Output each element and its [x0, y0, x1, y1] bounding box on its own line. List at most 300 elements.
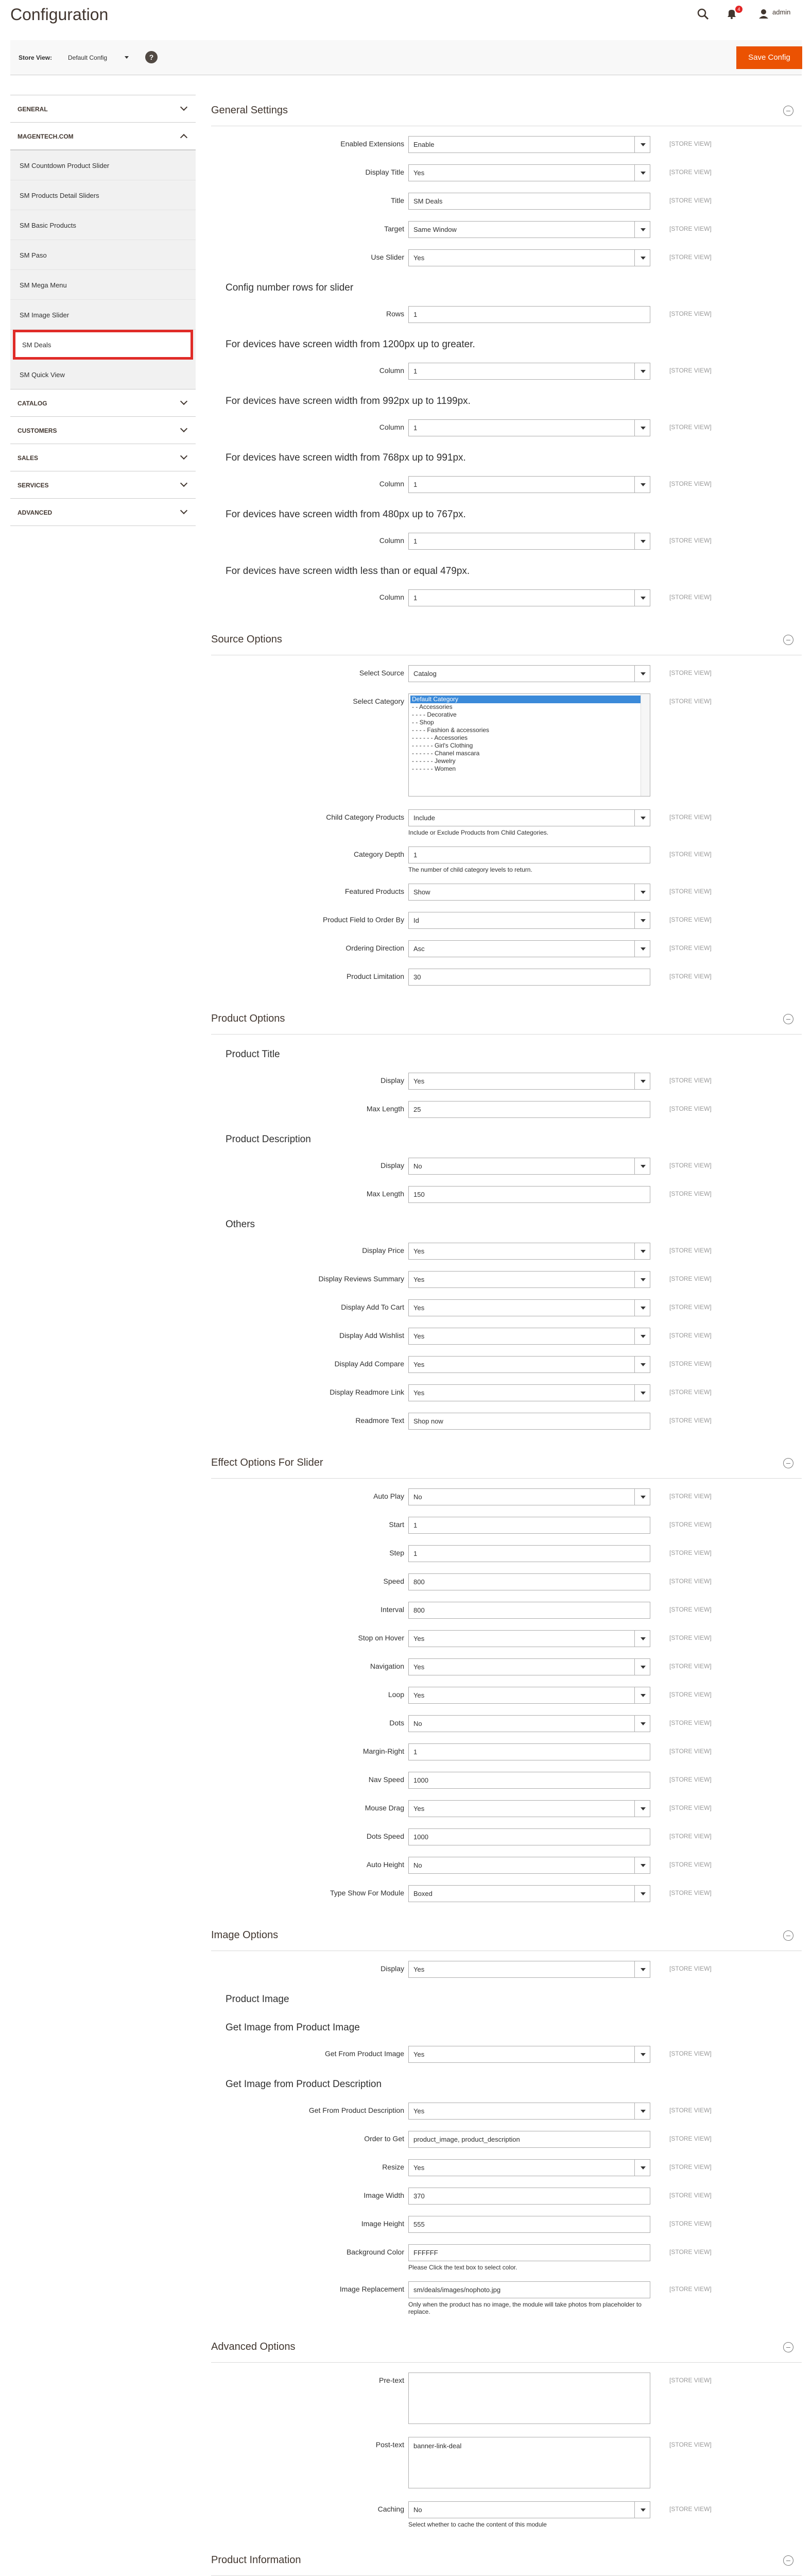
collapse-icon[interactable]: [783, 2342, 793, 2352]
caret-down-icon[interactable]: [634, 1961, 650, 1977]
sidebar-section-advanced[interactable]: [10, 498, 196, 526]
scope-label: [STORE VIEW]: [669, 1077, 712, 1084]
text-input[interactable]: [408, 2372, 650, 2424]
field-value: Yes: [413, 1332, 425, 1340]
config-row: [211, 2157, 802, 2185]
config-row: [211, 1684, 802, 1713]
text-input[interactable]: [408, 1828, 650, 1845]
scope-label: [STORE VIEW]: [669, 1549, 712, 1556]
select-field[interactable]: [408, 2046, 650, 2063]
user-icon[interactable]: [757, 7, 770, 21]
field-value: Yes: [413, 1965, 425, 1973]
scope-label: [STORE VIEW]: [669, 1247, 712, 1254]
collapse-icon[interactable]: [783, 2555, 793, 2566]
select-field[interactable]: [408, 164, 650, 181]
scope-label: [STORE VIEW]: [669, 1965, 712, 1972]
field-label: Product Limitation: [346, 972, 404, 980]
field-label: Column: [379, 366, 404, 375]
field-note: The number of child category levels to return.: [408, 866, 532, 873]
product-options-title: Product Options: [211, 1013, 285, 1024]
collapse-icon[interactable]: [783, 1458, 793, 1468]
field-value: Shop now: [413, 1417, 443, 1425]
product-h-title-heading: Product Title: [226, 1049, 280, 1060]
scope-label: [STORE VIEW]: [669, 253, 712, 261]
product-information-header[interactable]: [211, 2545, 802, 2576]
caret-down-icon[interactable]: [634, 477, 650, 493]
caret-down-icon[interactable]: [634, 1857, 650, 1873]
field-value: 1: [413, 424, 418, 432]
config-row: [211, 190, 802, 218]
group-heading: [211, 558, 802, 587]
product-options-header[interactable]: [211, 1004, 802, 1035]
select-field[interactable]: [408, 1800, 650, 1817]
field-value: No: [413, 1861, 422, 1869]
field-label: Display Price: [362, 1246, 404, 1255]
field-label: Select Category: [353, 697, 404, 705]
caret-down-icon[interactable]: [634, 666, 650, 682]
collapse-icon[interactable]: [783, 1014, 793, 1024]
config-row: [211, 881, 802, 909]
field-label: Speed: [383, 1577, 404, 1585]
caret-down-icon[interactable]: [634, 2103, 650, 2119]
scope-label: [STORE VIEW]: [669, 2505, 712, 2513]
field-value: Yes: [413, 254, 425, 262]
scope-label: [STORE VIEW]: [669, 225, 712, 232]
sidebar-item-sm-deals[interactable]: [13, 330, 193, 360]
caret-down-icon[interactable]: [634, 222, 650, 238]
caret-down-icon[interactable]: [634, 1300, 650, 1316]
field-label: Order to Get: [364, 2134, 404, 2143]
caret-down-icon[interactable]: [634, 250, 650, 266]
text-input[interactable]: [408, 1186, 650, 1203]
text-input[interactable]: [408, 1602, 650, 1619]
general-h-rows-heading: Config number rows for slider: [226, 282, 354, 293]
field-value: Yes: [413, 1389, 425, 1397]
category-option[interactable]: - - - - - - Accessories: [412, 734, 468, 741]
field-label: Auto Height: [366, 1860, 404, 1869]
sidebar-item-image-slider[interactable]: [10, 300, 196, 330]
config-row: [211, 2185, 802, 2213]
field-value: Id: [413, 917, 419, 924]
field-value: 1: [413, 481, 418, 488]
select-field[interactable]: [408, 1271, 650, 1288]
field-value: 1: [413, 367, 418, 375]
field-label: Display Readmore Link: [330, 1388, 404, 1396]
select-field[interactable]: [408, 363, 650, 380]
scope-label: [STORE VIEW]: [669, 1303, 712, 1311]
field-value: SM Deals: [413, 197, 443, 205]
select-field[interactable]: [408, 1885, 650, 1902]
text-input[interactable]: [408, 2131, 650, 2148]
config-row: [211, 247, 802, 275]
section-body: [211, 1951, 802, 2332]
field-value: 25: [413, 1106, 421, 1113]
scope-label: [STORE VIEW]: [669, 944, 712, 952]
field-label: Target: [384, 225, 404, 233]
sidebar-section-customers[interactable]: [10, 416, 196, 444]
config-row: [211, 2370, 802, 2434]
caret-down-icon[interactable]: [634, 884, 650, 900]
caret-down-icon[interactable]: [634, 1716, 650, 1732]
caret-down-icon[interactable]: [634, 1659, 650, 1675]
caret-down-icon[interactable]: [125, 56, 129, 59]
sidebar-item-basic-products[interactable]: [10, 210, 196, 240]
sidebar-section-label: MAGENTECH.COM: [18, 133, 74, 140]
source-options-title: Source Options: [211, 634, 282, 645]
config-main-panel: [211, 95, 802, 2576]
field-label: Column: [379, 593, 404, 601]
config-row: [211, 162, 802, 190]
sidebar-item-quick-view[interactable]: [10, 360, 196, 389]
sidebar-item-label: SM Image Slider: [20, 311, 70, 319]
config-row: [211, 473, 802, 502]
sidebar-item-paso[interactable]: [10, 240, 196, 270]
caret-down-icon[interactable]: [634, 363, 650, 379]
field-value: 1000: [413, 1833, 428, 1841]
config-row: [211, 1628, 802, 1656]
caret-down-icon[interactable]: [634, 1385, 650, 1401]
select-field[interactable]: [408, 665, 650, 682]
sidebar-section-label: ADVANCED: [18, 509, 53, 516]
store-view-switcher[interactable]: Default Config: [68, 54, 108, 61]
scope-label: [STORE VIEW]: [669, 1606, 712, 1613]
select-field[interactable]: [408, 249, 650, 266]
scope-label: [STORE VIEW]: [669, 2441, 712, 2448]
scope-label: [STORE VIEW]: [669, 423, 712, 431]
category-option[interactable]: Default Category: [410, 696, 648, 703]
caret-down-icon[interactable]: [634, 1158, 650, 1174]
text-input[interactable]: [408, 2437, 650, 2488]
field-value: Yes: [413, 1077, 425, 1085]
config-row: [211, 1798, 802, 1826]
caret-down-icon[interactable]: [634, 1687, 650, 1703]
category-option[interactable]: - - Accessories: [412, 703, 453, 710]
image-options-section: [211, 1920, 802, 2332]
scope-label: [STORE VIEW]: [669, 1776, 712, 1783]
field-value: 370: [413, 2192, 425, 2200]
sidebar-section-magentech[interactable]: [10, 122, 196, 150]
group-heading: [211, 275, 802, 303]
section-body: [211, 655, 802, 1004]
scope-label: [STORE VIEW]: [669, 2248, 712, 2256]
caret-down-icon[interactable]: [634, 1272, 650, 1287]
product-h-others-heading: Others: [226, 1219, 255, 1230]
config-row: [211, 691, 802, 807]
select-field[interactable]: [408, 1857, 650, 1874]
config-row: [211, 663, 802, 691]
text-input[interactable]: [408, 2216, 650, 2233]
field-value: 1: [413, 1550, 418, 1557]
field-value: Yes: [413, 1691, 425, 1699]
select-field[interactable]: [408, 1658, 650, 1675]
caret-down-icon[interactable]: [634, 137, 650, 152]
caret-down-icon[interactable]: [634, 2046, 650, 2062]
field-value: 1: [413, 1748, 418, 1756]
text-input[interactable]: [408, 846, 650, 863]
select-field[interactable]: [408, 221, 650, 238]
field-label: Category Depth: [353, 850, 404, 858]
config-row: [211, 2100, 802, 2128]
general-settings-header[interactable]: [211, 95, 802, 126]
effect-options-header[interactable]: [211, 1448, 802, 1479]
caret-down-icon[interactable]: [634, 590, 650, 606]
field-value: 1: [413, 537, 418, 545]
config-row: [211, 1268, 802, 1297]
image-options-title: Image Options: [211, 1929, 279, 1941]
scope-label: [STORE VIEW]: [669, 669, 712, 676]
text-input[interactable]: [408, 969, 650, 986]
collapse-icon[interactable]: [783, 635, 793, 645]
field-label: Dots Speed: [366, 1832, 404, 1840]
group-heading: [211, 388, 802, 417]
field-value: Yes: [413, 1663, 425, 1671]
caret-down-icon[interactable]: [634, 420, 650, 436]
sidebar-item-label: SM Deals: [22, 341, 51, 349]
section-body: [211, 126, 802, 624]
scope-label: [STORE VIEW]: [669, 1493, 712, 1500]
sidebar-item-label: SM Basic Products: [20, 222, 76, 229]
collapse-icon[interactable]: [783, 1930, 793, 1941]
config-row: [211, 1486, 802, 1514]
config-row: [211, 966, 802, 994]
collapse-icon[interactable]: [783, 106, 793, 116]
caret-down-icon[interactable]: [634, 1886, 650, 1902]
sidebar-section-catalog[interactable]: [10, 389, 196, 417]
general-devices-2-heading: For devices have screen width from 768px up to 991px.: [226, 452, 466, 463]
field-label: Caching: [377, 2505, 404, 2513]
field-value: Yes: [413, 2164, 425, 2172]
help-icon[interactable]: ?: [145, 51, 158, 63]
caret-down-icon[interactable]: [634, 810, 650, 826]
sidebar-item-countdown[interactable]: [10, 150, 196, 180]
field-label: Resize: [382, 2163, 404, 2171]
advanced-options-section: [211, 2332, 802, 2545]
caret-down-icon[interactable]: [634, 165, 650, 181]
category-option[interactable]: - - - - - - Girl's Clothing: [412, 742, 473, 749]
category-option[interactable]: - - - - Fashion & accessories: [412, 726, 490, 734]
field-value: Same Window: [413, 226, 457, 233]
config-row: [211, 1514, 802, 1543]
chevron-down-icon: [180, 398, 187, 405]
scope-label: [STORE VIEW]: [669, 888, 712, 895]
field-label: Select Source: [359, 669, 404, 677]
field-value: Yes: [413, 1361, 425, 1368]
group-heading: [211, 1042, 802, 1070]
config-row: [211, 1325, 802, 1353]
select-field[interactable]: [408, 940, 650, 957]
text-input[interactable]: [408, 1517, 650, 1534]
effect-options-title: Effect Options For Slider: [211, 1457, 323, 1468]
field-label: Image Width: [364, 2191, 404, 2199]
select-field[interactable]: [408, 1328, 650, 1345]
field-value: Include: [413, 814, 435, 822]
field-label: Nav Speed: [368, 1775, 404, 1784]
config-row: [211, 417, 802, 445]
select-field[interactable]: [408, 1356, 650, 1373]
field-label: Display Add Compare: [334, 1360, 404, 1368]
caret-down-icon[interactable]: [634, 1631, 650, 1647]
text-input[interactable]: [408, 1545, 650, 1562]
text-input[interactable]: [408, 1573, 650, 1590]
select-field[interactable]: [408, 1243, 650, 1260]
category-option[interactable]: - - - - Decorative: [412, 711, 457, 718]
text-input[interactable]: [408, 2244, 650, 2261]
field-label: Enabled Extensions: [340, 140, 404, 148]
field-value: FFFFFF: [413, 2249, 438, 2257]
save-config-button[interactable]: Save Config: [736, 46, 802, 69]
scrollbar[interactable]: [641, 694, 650, 796]
field-value: Asc: [413, 945, 425, 953]
caret-down-icon[interactable]: [634, 1489, 650, 1505]
config-row: [211, 1297, 802, 1325]
field-label: Display Title: [365, 168, 404, 176]
category-option[interactable]: - - - - - - Women: [412, 765, 456, 772]
config-row: [211, 587, 802, 615]
caret-down-icon[interactable]: [634, 912, 650, 928]
field-label: Max Length: [366, 1190, 404, 1198]
field-label: Image Replacement: [339, 2285, 404, 2293]
field-value: Yes: [413, 1805, 425, 1812]
category-option[interactable]: - - Shop: [412, 719, 434, 726]
source-options-header[interactable]: [211, 624, 802, 655]
scope-label: [STORE VIEW]: [669, 1360, 712, 1367]
sidebar-section-services[interactable]: [10, 471, 196, 499]
search-icon[interactable]: [696, 7, 710, 21]
scope-label: [STORE VIEW]: [669, 2285, 712, 2293]
select-field[interactable]: [408, 884, 650, 901]
config-row: [211, 2279, 802, 2323]
select-field[interactable]: [408, 2103, 650, 2120]
field-value: product_image, product_description: [413, 2136, 520, 2143]
field-label: Use Slider: [371, 253, 404, 261]
sidebar-section-sales[interactable]: [10, 444, 196, 471]
group-heading: [211, 2015, 802, 2043]
field-value: sm/deals/images/nophoto.jpg: [413, 2286, 501, 2294]
caret-down-icon[interactable]: [634, 1243, 650, 1259]
image-h-from-img-heading: Get Image from Product Image: [226, 2022, 360, 2033]
config-row: [211, 1656, 802, 1684]
select-field[interactable]: [408, 2159, 650, 2176]
caret-down-icon[interactable]: [634, 2502, 650, 2518]
field-label: Display: [381, 1161, 404, 1170]
chevron-down-icon: [180, 507, 187, 514]
scope-label: [STORE VIEW]: [669, 197, 712, 204]
field-value: Yes: [413, 1276, 425, 1283]
scope-label: [STORE VIEW]: [669, 2107, 712, 2114]
caret-down-icon[interactable]: [634, 533, 650, 549]
text-input[interactable]: [408, 193, 650, 210]
select-field[interactable]: [408, 809, 650, 826]
text-input[interactable]: [408, 1743, 650, 1760]
config-row: [211, 1826, 802, 1854]
text-input[interactable]: [408, 2188, 650, 2205]
advanced-options-header[interactable]: [211, 2332, 802, 2363]
field-note: Please Click the text box to select color.: [408, 2264, 517, 2271]
select-field[interactable]: [408, 1299, 650, 1316]
field-label: Column: [379, 480, 404, 488]
select-field[interactable]: [408, 2501, 650, 2518]
field-value: 1: [413, 1521, 418, 1529]
chevron-down-icon: [180, 425, 187, 432]
product-information-title: Product Information: [211, 2554, 301, 2566]
sidebar-section-label: SALES: [18, 454, 39, 462]
scope-label: [STORE VIEW]: [669, 698, 712, 705]
field-label: Stop on Hover: [358, 1634, 404, 1642]
text-input[interactable]: [408, 306, 650, 323]
category-option[interactable]: - - - - - - Chanel mascara: [412, 750, 480, 757]
scope-label: [STORE VIEW]: [669, 1105, 712, 1112]
image-options-header[interactable]: [211, 1920, 802, 1951]
select-field[interactable]: [408, 136, 650, 153]
select-field[interactable]: [408, 1073, 650, 1090]
field-label: Featured Products: [344, 887, 404, 895]
section-body: [211, 1035, 802, 1448]
effect-options-section: [211, 1448, 802, 1920]
select-field[interactable]: [408, 1384, 650, 1401]
caret-down-icon[interactable]: [634, 1801, 650, 1817]
caret-down-icon[interactable]: [634, 1357, 650, 1372]
select-field[interactable]: [408, 419, 650, 436]
section-body: [211, 1479, 802, 1920]
sidebar-item-label: SM Paso: [20, 251, 47, 259]
text-input[interactable]: [408, 2281, 650, 2298]
select-field[interactable]: [408, 1687, 650, 1704]
sidebar-item-label: SM Products Detail Sliders: [20, 192, 99, 199]
select-field[interactable]: [408, 1630, 650, 1647]
caret-down-icon[interactable]: [634, 2160, 650, 2176]
field-value: No: [413, 1162, 422, 1170]
field-note: Select whether to cache the content of this module: [408, 2521, 547, 2528]
text-input[interactable]: [408, 1413, 650, 1430]
select-field[interactable]: [408, 1158, 650, 1175]
field-label: Display: [381, 1076, 404, 1084]
field-label: Display Add Wishlist: [339, 1331, 404, 1340]
sidebar-section-general[interactable]: [10, 95, 196, 123]
caret-down-icon[interactable]: [634, 1073, 650, 1089]
select-field[interactable]: [408, 1488, 650, 1505]
scope-label: [STORE VIEW]: [669, 1190, 712, 1197]
config-row: [211, 1958, 802, 1987]
field-label: Pre-text: [378, 2376, 404, 2384]
select-field[interactable]: [408, 476, 650, 493]
image-h-img-heading: Product Image: [226, 1994, 289, 2005]
select-field[interactable]: [408, 1961, 650, 1978]
text-input[interactable]: [408, 1101, 650, 1118]
text-input[interactable]: [408, 1772, 650, 1789]
category-option[interactable]: - - - - - - Jewelry: [412, 757, 456, 765]
select-field[interactable]: [408, 533, 650, 550]
sidebar-section-label: SERVICES: [18, 482, 49, 489]
field-label: Margin-Right: [362, 1747, 404, 1755]
field-note: Include or Exclude Products from Child Categories.: [408, 829, 549, 836]
config-row: [211, 303, 802, 332]
select-field[interactable]: [408, 912, 650, 929]
text-input[interactable]: [408, 693, 650, 796]
admin-user-name[interactable]: admin: [772, 8, 791, 16]
caret-down-icon[interactable]: [634, 941, 650, 957]
sidebar-item-mega-menu[interactable]: [10, 270, 196, 300]
section-body: [211, 2363, 802, 2545]
scope-label: [STORE VIEW]: [669, 2220, 712, 2227]
scope-label: [STORE VIEW]: [669, 480, 712, 487]
config-row: [211, 844, 802, 881]
sidebar-item-products-detail[interactable]: [10, 180, 196, 210]
select-field[interactable]: [408, 1715, 650, 1732]
select-field[interactable]: [408, 589, 650, 606]
general-devices-4-heading: For devices have screen width less than or equal 479px.: [226, 566, 470, 577]
field-label: Column: [379, 423, 404, 431]
caret-down-icon[interactable]: [634, 1328, 650, 1344]
